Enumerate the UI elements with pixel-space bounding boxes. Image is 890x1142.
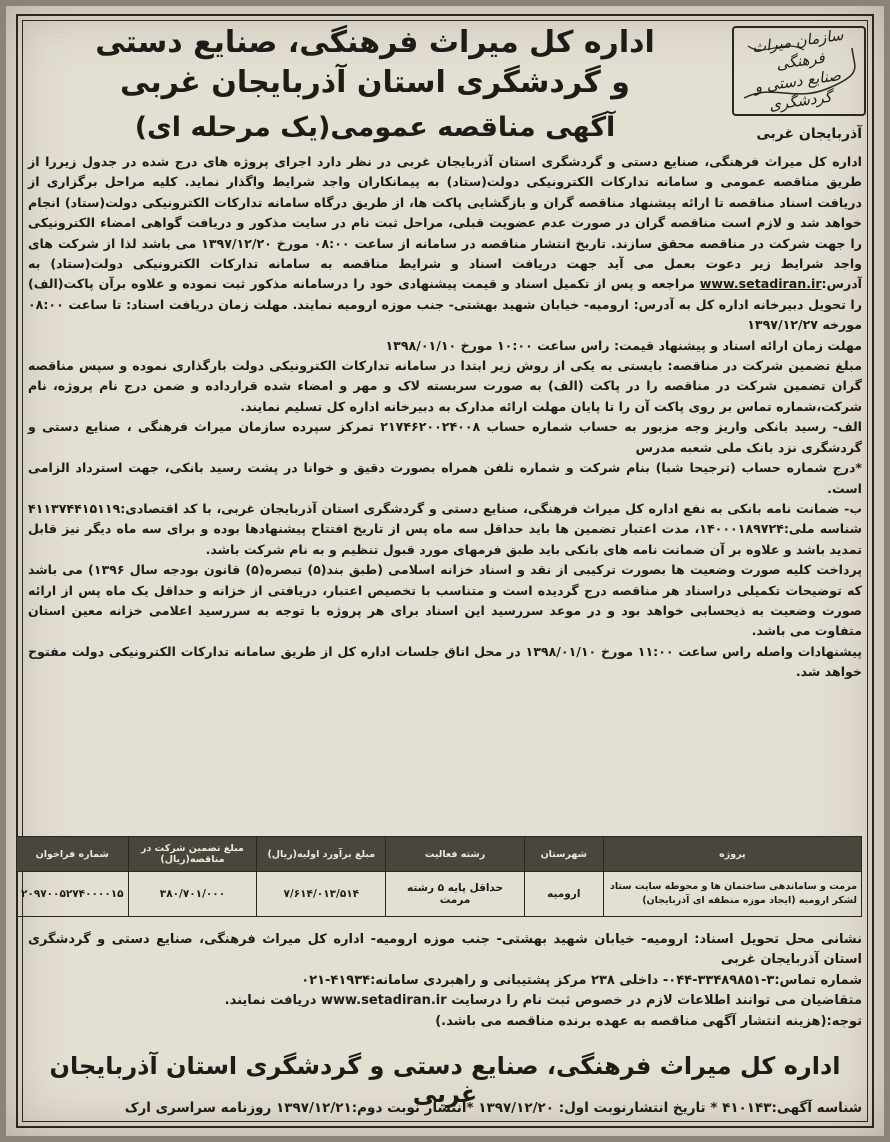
col-field: رشته فعالیت <box>386 837 525 872</box>
intro-text: اداره کل میراث فرهنگی، صنایع دستی و گردشگری استان آذربایجان غربی در نظر دارد اجرای پروژه های درج شده در جدول زیررا از طریق مناقصه عمومی و سامانه تدارکات الکترونیکی دولت(ستاد) به پیمانکاران واجد شرایط واگذار نماید. کلیه مراحل برگزاری از دریافت اسناد مناقصه تا ارائه پیشنهاد مناقصه گران و بازگشایی پاکت ها، از طریق درگاه سامانه تدارکات الکترونیکی دولت(ستاد) انجام خواهد شد و لازم است مناقصه گران در صورت عدم عضویت قبلی، مراحل ثبت نام در سایت مذکور و دریافت گواهی امضاء الکترونیکی را جهت شرکت در مناقصه محقق سازند. تاریخ انتشار مناقصه در سامانه از ساعت ۰۸:۰۰ مورخ ۱۳۹۷/۱۲/۲۰ می باشد لذا از شرکت های واجد شرایط زیر دعوت بعمل می آید جهت دریافت اسناد و شرایط مناقصه به سامانه تدارکات الکترونیکی دولت(ستاد) به آدرس: <box>28 154 862 292</box>
newspaper-clipping <box>6 6 884 1136</box>
title-line-1: اداره کل میراث فرهنگی، صنایع دستی <box>95 25 655 60</box>
col-city: شهرستان <box>524 837 603 872</box>
contact-section <box>28 930 862 1032</box>
col-guarantee: مبلغ تضمین شرکت در مناقصه(ریال) <box>128 837 257 872</box>
title-line-2: و گردشگری استان آذربایجان غربی <box>120 65 630 100</box>
province-label: آذربایجان غربی <box>756 126 862 142</box>
announcement-body <box>28 152 862 683</box>
cell-call-number: ۲۰۹۷۰۰۵۲۷۴۰۰۰۰۱۵ <box>17 872 129 917</box>
payment-paragraph: پرداخت کلیه صورت وضعیت ها بصورت ترکیبی از نقد و اسناد خزانه اسلامی (طبق بند(۵) تبصره(۵) قانون بودجه سال ۱۳۹۶) می باشد که توضیحات تکمیلی دراسناد هر مناقصه درج گردیده است و متناسب با تخصیص اعتبار، دریافتی از خزانه و حداقل یک ماه پس از ارائه صورت وضعیت به ذیحسابی خواهد بود و در موعد سررسید این اسناد برای هر پروژه با توجه به سررسید اعلامی خزانه معین استان متفاوت می باشد. <box>28 562 863 639</box>
cell-project: مرمت و ساماندهی ساختمان ها و محوطه سایت ستاد لشکر ارومیه (ایجاد موزه منطقه ای آذربایجان) <box>603 872 861 917</box>
table-row <box>17 872 862 917</box>
ad-metadata: شناسه آگهی:۴۱۰۱۴۳ * تاریخ انتشارنوبت اول: ۱۳۹۷/۱۲/۲۰ *انتشار نوبت دوم:۱۳۹۷/۱۲/۲۱ روزنامه سراسری ارک <box>124 1100 862 1116</box>
col-call-number: شماره فراخوان <box>17 837 129 872</box>
delivery-address: نشانی محل تحویل اسناد: ارومیه- خیابان شهید بهشتی- جنب موزه ارومیه- اداره کل میراث فرهنگی، صنایع دستی و گردشگری استان آذربایجان غربی <box>28 932 862 968</box>
setad-url: www.setadiran.ir <box>699 276 822 292</box>
ad-title: آگهی مناقصه عمومی(یک مرحله ای) <box>134 112 616 143</box>
col-project: پروژه <box>603 837 861 872</box>
fee-note: توجه:(هزینه انتشار آگهی مناقصه به عهده برنده مناقصه می باشد.) <box>435 1013 862 1029</box>
cell-city: ارومیه <box>524 872 603 917</box>
info-url: www.setadiran.ir <box>320 993 447 1009</box>
col-estimate: مبلغ برآورد اولیه(ریال) <box>257 837 386 872</box>
cell-field: حداقل پایه ۵ رشته مرمت <box>386 872 525 917</box>
organization-logo <box>732 26 866 116</box>
logo-line-2: صنایع دستی و گردشگری <box>753 66 842 115</box>
cell-guarantee: ۳۸۰/۷۰۱/۰۰۰ <box>128 872 257 917</box>
issuer-signature: اداره کل میراث فرهنگی، صنایع دستی و گردشگری استان آذربایجان غربی <box>49 1052 841 1108</box>
bank-deposit-paragraph: الف- رسید بانکی واریز وجه مزبور به حساب شماره حساب ۲۱۷۴۶۲۰۰۲۴۰۰۸ تمرکز سپرده سازمان میراث فرهنگی ، صنایع دستی و گردشگری نزد بانک ملی شعبه مدرس <box>28 419 862 455</box>
bank-guarantee-paragraph: ب- ضمانت نامه بانکی به نفع اداره کل میراث فرهنگی، صنایع دستی و گردشگری استان آذربایجان غربی، با کد اقتصادی:۴۱۱۳۷۴۴۱۵۱۱۹ شناسه ملی:۱۴۰۰۰۱۸۹۷۲۴، مدت اعتبار تضمین ها باید حداقل سه ماه پس از تاریخ افتتاح پیشنهادها بوده و برای سه ماه دیگر نیز قابل تمدید باشد و علاوه بر آن ضمانت نامه های بانکی باید طبق فرمهای مورد قبول تنظیم و به نام شرکت باشد. <box>28 500 862 557</box>
info-paragraph <box>28 991 862 1011</box>
intro-paragraph <box>28 152 862 336</box>
contact-phone: شماره تماس:۳-۳۳۴۸۹۸۵۱-۰۴۴- داخلی ۲۳۸ مرکز پشتیبانی و راهبردی سامانه:۴۱۹۳۴-۰۲۱ <box>301 972 862 988</box>
info-text-end: دریافت نمایند. <box>224 993 321 1009</box>
table-header-row <box>17 837 862 872</box>
cell-estimate: ۷/۶۱۴/۰۱۳/۵۱۴ <box>257 872 386 917</box>
account-note: *درج شماره حساب (ترجیحا شبا) بنام شرکت و شماره تلفن همراه بصورت دقیق و خوانا در پشت رسید بانکی، جهت استرداد الزامی است. <box>28 460 862 496</box>
info-text: متقاضیان می توانند اطلاعات لازم در خصوص ثبت نام را درسایت <box>446 993 862 1009</box>
opening-paragraph: پیشنهادات واصله راس ساعت ۱۱:۰۰ مورخ ۱۳۹۸/۰۱/۱۰ در محل اتاق جلسات اداره کل از طریق سامانه تدارکات الکترونیکی دولت مفتوح خواهد شد. <box>28 643 862 680</box>
guarantee-paragraph: مبلغ تضمین شرکت در مناقصه: بایستی به یکی از روش زیر ابتدا در سامانه تدارکات الکترونیکی دولت بارگذاری نموده و سپس مناقصه گران تضمین شرکت در مناقصه را در پاکت (الف) به صورت سربسته لاک و مهر و امضاء شده قرارداده و ضمن درج نام پروژه، نام شرکت،شماره تماس بر روی پاکت آن را تا پایان مهلت ارائه مدارک به دبیرخانه اداره کل تسلیم نمایند. <box>28 358 862 414</box>
logo-line-1: سازمان میراث فرهنگی <box>750 25 845 74</box>
header <box>20 20 870 148</box>
intro-text-cont: مراجعه و پس از تکمیل اسناد و قیمت پیشنهادی خود را درسامانه مذکور ثبت نموده و علاوه برآن پاکت(الف) را تحویل دبیرخانه اداره کل به آدرس: ارومیه- خیابان شهید بهشتی- جنب موزه ارومیه نمایند. مهلت زمان دریافت اسناد: تا ساعت ۰۸:۰۰ مورخه ۱۳۹۷/۱۲/۲۷ <box>28 276 862 333</box>
submission-deadline: مهلت زمان ارائه اسناد و پیشنهاد قیمت: راس ساعت ۱۰:۰۰ مورخ ۱۳۹۸/۰۱/۱۰ <box>385 337 862 353</box>
projects-table <box>16 836 862 917</box>
